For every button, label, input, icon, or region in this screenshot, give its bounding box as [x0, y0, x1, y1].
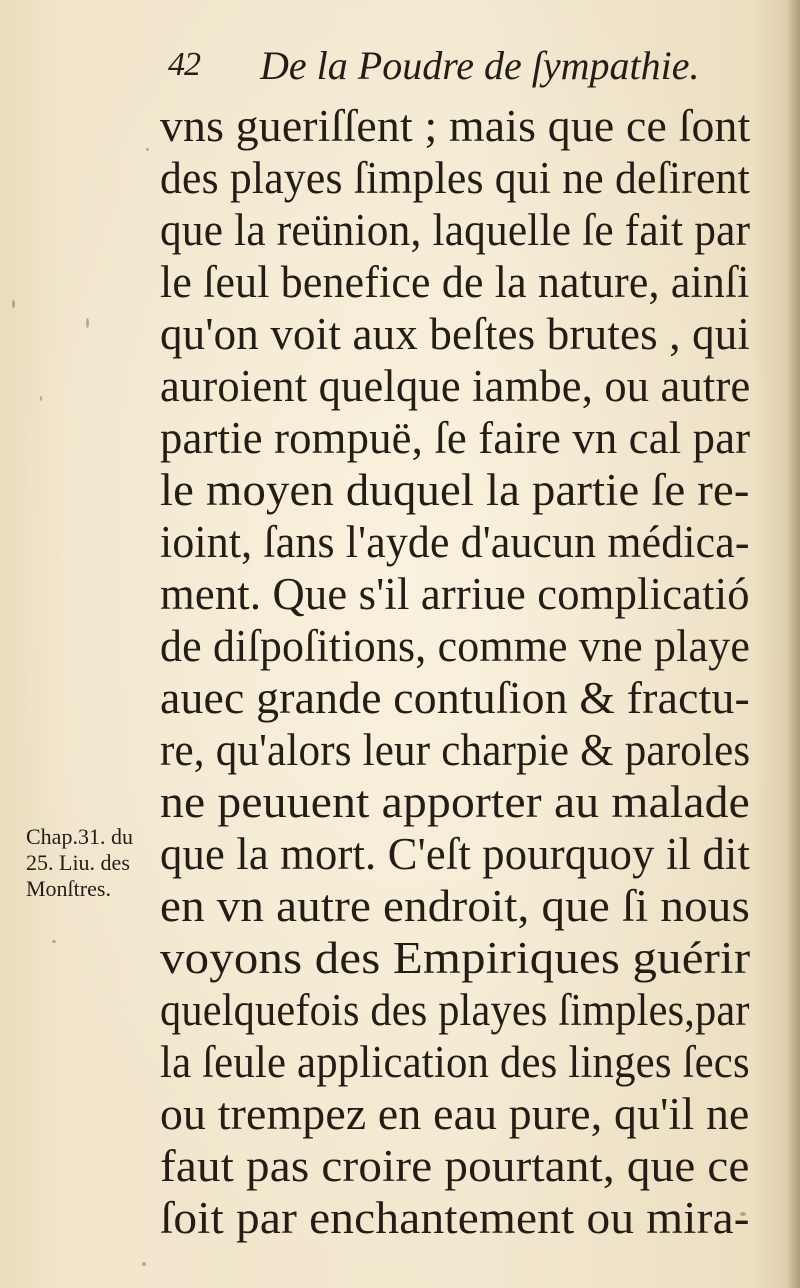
page-edge-shadow [786, 0, 800, 1288]
text-line: qu'on voit aux beſtes brutes , qui [160, 309, 751, 359]
text-line: faut pas croire pourtant, que ce [160, 1141, 750, 1191]
marginal-note-line: Monſtres. [26, 876, 111, 901]
text-line: ou trempez en eau pure, qu'il ne [160, 1089, 750, 1139]
text-line: ſoit par enchantement ou mira- [160, 1193, 750, 1243]
paper-speck [86, 318, 89, 328]
text-line: des playes ſimples qui ne deſirent [160, 153, 750, 203]
text-line: quelquefois des playes ſimples,par [160, 985, 750, 1035]
text-block [160, 100, 760, 1244]
paper-speck [40, 396, 42, 401]
page-number: 42 [168, 46, 200, 83]
text-line: ioint, ſans l'ayde d'aucun médica- [160, 517, 750, 567]
text-line: re, qu'alors leur charpie & paroles [160, 725, 751, 775]
paper-speck [146, 148, 149, 151]
paper-speck [52, 940, 56, 943]
text-line: de diſpoſitions, comme vne playe [160, 621, 751, 671]
text-line: vns gueriſſent ; mais que ce ſont [160, 101, 751, 151]
text-line: que la reünion, laquelle ſe fait par [160, 205, 751, 255]
running-head [168, 42, 748, 92]
running-title: De la Poudre de ſympathie. [260, 43, 700, 88]
text-line: partie rompuë, ſe faire vn cal par [160, 413, 751, 463]
marginal-note-line: Chap.31. du [26, 824, 133, 849]
text-line: ne peuuent apporter au malade [160, 777, 751, 827]
text-line: ment. Que s'il arriue complicatió [160, 569, 750, 619]
text-line: auec grande contuſion & fractu- [160, 673, 750, 723]
text-line: la ſeule application des linges ſecs [160, 1037, 750, 1087]
text-line: en vn autre endroit, que ſi nous [160, 881, 750, 931]
paper-speck [12, 300, 15, 308]
text-line: que la mort. C'eſt pourquoy il dit [160, 829, 751, 879]
paper-speck [740, 1212, 746, 1216]
paper-speck [142, 1262, 146, 1266]
text-line: le moyen duquel la partie ſe re- [160, 465, 750, 515]
text-line: auroient quelque iambe, ou autre [160, 361, 751, 411]
text-line: le ſeul benefice de la nature, ainſi [160, 257, 750, 307]
marginal-note [26, 824, 156, 902]
text-line: voyons des Empiriques guérir [160, 933, 751, 983]
marginal-note-line: 25. Liu. des [26, 850, 130, 875]
